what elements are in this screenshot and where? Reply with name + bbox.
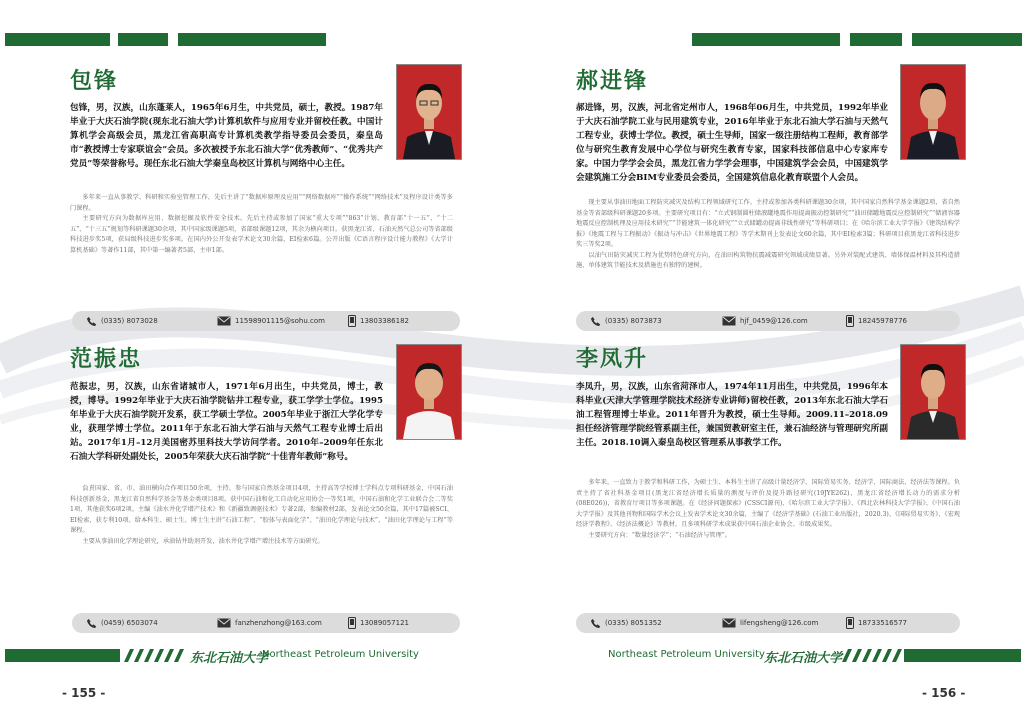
phone-number: (0335) 8051352: [605, 619, 662, 627]
footer-stripes: [838, 649, 904, 662]
mobile-item: [348, 311, 409, 331]
phone-icon: [590, 316, 601, 327]
profile-name: 李凤升: [576, 347, 649, 372]
email-address: fanzhenzhong@163.com: [235, 619, 322, 627]
email-item: [217, 311, 325, 331]
mobile-item: [348, 613, 409, 633]
mobile-number: 13089057121: [360, 619, 409, 627]
profile-bio: 包锋，男，汉族，山东蓬莱人，1965年6月生，中共党员，硕士，教授。1987年毕业于大庆石油学院(现东北石油大学)计算机软件与应用专业并留校任教。中国计算机学会高级会员，黑龙江省高职高专计算机类教学指导委员会委员，秦皇岛市“教授博士专家联谊会”会员。多次被授予东北石油大学“优秀教师”、“优秀共产党员”等荣誉称号。现任东北石油大学秦皇岛校区计算机与网络中心主任。: [70, 103, 383, 169]
header-bar: [850, 33, 902, 46]
detail-paragraph: 现主要从事油田地面工程防灾减灾及结构工程领域研究工作。主持或参加各类科研课题30余项，其中国家自然科学基金课题2项，省自然基金等省部级科研课题20多项。主要研究项目有：“立式钢制圆柱储液罐地震作用提离振动控制研究”“油田储罐地震反应控制研究”“储液容器地震反应控制机理及应用技术研究”“节能建筑一体化研究”“立式储罐动提离非线性研究”等科研项目；在《哈尔滨工业大学学报》《建筑结构学报》《地震工程与工程振动》《振动与冲击》《世界地震工程》等学术期刊上发表论文60余篇，其中EI检索3篇；科研项目获黑龙江省科技进步奖三等奖2项。: [576, 199, 960, 248]
profile-photo: [396, 344, 462, 440]
detail-paragraph: 負責国家、省、市、油田横向合作项目50余项，主持、参与国家自然基金项目4项，主持高等学校博士学科点专项科研基金，中国石油科技创新基金，黑龙江省自然科学基金等基金类项目8项。获中国石油和化工自动化应用协会一等奖1项，中国石油和化学工业联合会二等奖1项，其他获奖6项2项。主编《油水井化学增产技术》和《新疆致调驱技术》专著2部，参编教材2部，发表论文50余篇，其中17篇被SCI、EI检索，获专利10项。给本科生、硕士生、博士生主讲“石油工程”、“胶体与表面化学”、“油田化学理论与技术”、“油田化学理论与工程”等课程。: [70, 485, 453, 534]
detail-paragraph: 以油气田防灾减灾工程为优势特色研究方向，在油田构筑物抗震减震研究领域成绩显著。另外对装配式建筑、墙体保温材料及其构造措施，单体建筑节能技术及措施也有独特的建树。: [576, 251, 960, 269]
detail-paragraph: 多年来，一直致力于教学和科研工作，为硕士生、本科生主讲了高级计量经济学、国际贸易实务、经济学、国际商法、经济法等课程。负责主持了省社科基金项目(黑龙江省经济增长质量的测度与评价及提升路径研究(19JYE262)，黑龙江省经济增长动力的需求分析(08E026))，省教育厅项目等多项课题。在《经济问题探索》(CSSCI源刊)、《哈尔滨工业大学学报》、《西北农林科技大学学报》、《中国石油大学学报》及其他刊物和国际学术会议上发表学术论文30余篇，主编了《经济学基础》(石油工业出版社，2020.3)、《国际贸易实务》、《宏观经济学教程》、《经济法概论》等教材，且多项科研学术成果获中国石油企业协会、市级成果奖。: [576, 479, 960, 528]
email-item: [722, 311, 808, 331]
profile-bio: 郝进锋，男，汉族，河北省定州市人，1968年06月生，中共党员，1992年毕业于大庆石油学院工业与民用建筑专业，2016年毕业于东北石油大学石油与天然气工程专业，获博士学位。教授，硕士生导师，国家一级注册结构工程师，教育部学位与研究生教育发展中心学位与研究生教育专家，国家科技部信息中心专家库专家。中国力学学会会员，黑龙江省力学学会理事，中国建筑学会会员，中国建筑学会建筑施工分会BIM专业委员会委员，全国建筑信息化教育联盟个人会员。: [576, 103, 888, 183]
phone-number: (0459) 6503074: [101, 619, 158, 627]
profile-name: 包锋: [70, 69, 119, 94]
university-logo-text: 东北石油大学: [764, 651, 843, 666]
contact-bar: [576, 613, 960, 633]
footer-band: [904, 649, 1021, 662]
detail-paragraph: 多年来一直从事教学、科研和实验室管理工作，先后主讲了“数据库原理及应用”“网络数据库”“操作系统”“网络技术”及程序设计类等多门课程。: [70, 194, 453, 212]
mobile-icon: [348, 617, 356, 629]
contact-bar: [72, 613, 460, 633]
contact-bar: [72, 311, 460, 331]
email-item: [722, 613, 818, 633]
header-bar: [692, 33, 840, 46]
profile-detail: [576, 478, 960, 541]
header-bar: [912, 33, 1022, 46]
email-icon: [217, 618, 231, 628]
email-icon: [217, 316, 231, 326]
phone-icon: [590, 618, 601, 629]
profile-name: 范振忠: [70, 347, 143, 372]
profile-bio: 李凤升，男，汉族，山东省菏泽市人，1974年11月出生，中共党员，1996年本科毕业(天津大学管理学院技术经济专业讲师)留校任教，2013年东北石油大学石油工程管理博士毕业。2011年晋升为教授，硕士生导师。2009.11–2018.09担任经济管理学院经管系副主任，兼国贸教研室主任，兼石油经济与管理研究所副主任。2018.10调入秦皇岛校区管理系从事教学工作。: [576, 382, 888, 448]
profile-name: 郝进锋: [576, 69, 649, 94]
mobile-item: [846, 613, 907, 633]
email-item: [217, 613, 322, 633]
profile-detail: [70, 484, 453, 547]
page-number: - 155 -: [62, 686, 106, 700]
header-bar: [178, 33, 326, 46]
email-icon: [722, 618, 736, 628]
phone-icon: [86, 316, 97, 327]
header-bar: [5, 33, 110, 46]
right-page: [512, 0, 1024, 723]
profile-photo: [396, 64, 462, 160]
phone-item: [590, 613, 662, 633]
phone-item: [86, 311, 158, 331]
profile-detail: [70, 193, 453, 256]
phone-number: (0335) 8073028: [101, 317, 158, 325]
phone-item: [86, 613, 158, 633]
phone-number: (0335) 8073873: [605, 317, 662, 325]
email-icon: [722, 316, 736, 326]
detail-paragraph: 主要从事油田化学理论研究，承油钻井助剂开发，油水井化学增产增注技术等方面研究。: [82, 537, 324, 545]
detail-paragraph: 主要研究方向为数据库应用、数据挖掘及软件安全技术。先后主持或参加了国家“重大专项”“863”计划、教育部“十一五”、“十二五”、“十三五”规划等科研课题30余项，其中国家级课题5项，省部级课题12项，其余为横向项目。获黑龙江省、石油天然气总公司等省部级科技进步奖5项，获局级科技进步奖多项。在国内外公开发表学术论文30余篇，EI检索6篇。公开出版《C语言程序设计能力教程》《大学计算机基础》等著作11部，其中第一编著者5部，主审1部。: [70, 215, 453, 254]
mobile-icon: [846, 315, 854, 327]
mobile-item: [846, 311, 907, 331]
profile-photo: [900, 344, 966, 440]
mobile-number: 18733516577: [858, 619, 907, 627]
mobile-icon: [348, 315, 356, 327]
detail-paragraph: 主要研究方向：“数量经济学”；“石油经济与管理”。: [588, 531, 731, 539]
profile-detail: [576, 198, 960, 272]
page-number: - 156 -: [922, 686, 966, 700]
phone-item: [590, 311, 662, 331]
email-address: 11598901115@sohu.com: [235, 317, 325, 325]
contact-bar: [576, 311, 960, 331]
header-bar: [118, 33, 168, 46]
phone-icon: [86, 618, 97, 629]
footer-band: [5, 649, 120, 662]
university-name: Northeast Petroleum University: [608, 649, 765, 660]
email-address: hjf_0459@126.com: [740, 317, 808, 325]
footer-stripes: [120, 649, 186, 662]
university-name: Northeast Petroleum University: [262, 649, 419, 660]
email-address: lifengsheng@126.com: [740, 619, 819, 627]
profile-bio: 范振忠，男，汉族，山东省诸城市人，1971年6月出生，中共党员，博士，教授，博导。1992年毕业于大庆石油学院钻井工程专业，获工学学士学位。1995年毕业于大庆石油学院开发系，获工学硕士学位。2005年毕业于浙江大学化学专业，获理学博士学位。2011年于东北石油大学石油与天然气工程专业博士后出站。2017年1月–12月美国密苏里科技大学访问学者。2010年–2009年任东北石油大学科研处副处长，2005年荣获大庆石油学院“十佳青年教师”称号。: [70, 382, 383, 462]
university-logo-text: 东北石油大学: [190, 651, 269, 666]
mobile-icon: [846, 617, 854, 629]
mobile-number: 13803386182: [360, 317, 409, 325]
mobile-number: 18245978776: [858, 317, 907, 325]
profile-photo: [900, 64, 966, 160]
